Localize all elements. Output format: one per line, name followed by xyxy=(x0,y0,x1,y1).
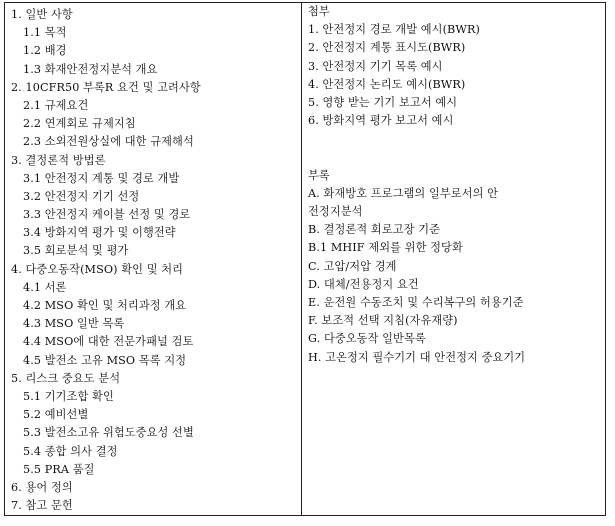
spacer xyxy=(308,149,605,167)
appendix-item: B. 결정론적 회로고장 기준 xyxy=(308,223,441,237)
toc-subsection-3-3: 3.3 안전정지 케이블 선정 및 경로 xyxy=(23,208,191,222)
toc-section-3: 3. 결정론적 방법론 xyxy=(11,153,106,167)
attachment-item: 3. 안전정지 기기 목록 예시 xyxy=(308,59,443,73)
toc-section-5: 5. 리스크 중요도 분석 xyxy=(11,371,121,385)
toc-subsection-3-1: 3.1 안전정지 계통 및 경로 개발 xyxy=(23,171,180,185)
appendix-item: F. 보조적 선택 지침(자유재량) xyxy=(308,314,458,328)
attachment-item: 1. 안전정지 경로 개발 예시(BWR) xyxy=(308,23,480,37)
toc-subsection-5-2: 5.2 예비선별 xyxy=(23,408,89,422)
appendix-item: C. 고압/저압 경계 xyxy=(308,259,397,273)
table-of-contents-column xyxy=(5,3,302,515)
toc-subsection-3-2: 3.2 안전정지 기기 선정 xyxy=(23,189,140,203)
attachment-item: 2. 안전정지 계통 표시도(BWR) xyxy=(308,41,466,55)
toc-section-6: 6. 용어 정의 xyxy=(11,480,73,494)
attachment-item: 5. 영향 받는 기기 보고서 예시 xyxy=(308,95,458,109)
toc-subsection-3-4: 3.4 방화지역 평가 및 이행전략 xyxy=(23,226,176,240)
toc-subsection-4-5: 4.5 발전소 고유 MSO 목록 지정 xyxy=(23,353,187,367)
toc-section-4: 4. 다중오동작(MSO) 확인 및 처리 xyxy=(11,262,184,276)
toc-subsection-5-5: 5.5 PRA 품질 xyxy=(23,462,95,476)
appendix-item: G. 다중오동작 일반목록 xyxy=(308,332,426,346)
contents-table xyxy=(4,2,606,516)
attachments-appendices-column xyxy=(302,3,605,515)
toc-section-2: 2. 10CFR50 부록R 요건 및 고려사항 xyxy=(11,80,201,94)
toc-subsection-4-2: 4.2 MSO 확인 및 처리과정 개요 xyxy=(23,299,187,312)
toc-subsection-1-3: 1.3 화재안전정지분석 개요 xyxy=(23,62,158,76)
toc-subsection-2-2: 2.2 연계회로 규제지침 xyxy=(23,117,136,131)
attachments-heading: 첨부 xyxy=(308,5,330,18)
toc-subsection-4-3: 4.3 MSO 일반 목록 xyxy=(23,317,125,331)
appendix-item: A. 화재방호 프로그램의 일부로서의 안 xyxy=(308,186,499,200)
appendices-heading: 부록 xyxy=(308,168,330,182)
toc-subsection-1-1: 1.1 목적 xyxy=(23,26,67,40)
toc-section-7: 7. 참고 문헌 xyxy=(11,499,73,513)
toc-subsection-1-2: 1.2 배경 xyxy=(23,44,67,58)
attachment-item: 4. 안전정지 논리도 예시(BWR) xyxy=(308,77,466,91)
toc-subsection-5-1: 5.1 기기조합 확인 xyxy=(23,389,114,403)
toc-subsection-5-4: 5.4 종합 의사 결정 xyxy=(23,444,118,458)
appendix-item: E. 운전원 수동조치 및 수리복구의 허용기준 xyxy=(308,296,524,309)
toc-subsection-3-5: 3.5 회로분석 및 평가 xyxy=(23,244,129,258)
appendix-item: B.1 MHIF 제외를 위한 정당화 xyxy=(308,241,463,255)
appendix-item: H. 고온정지 필수기기 대 안전정지 중요기기 xyxy=(308,350,526,364)
toc-section-1: 1. 일반 사항 xyxy=(11,8,73,21)
toc-subsection-2-1: 2.1 규제요건 xyxy=(23,98,89,112)
spacer xyxy=(308,130,605,148)
attachment-item: 6. 방화지역 평가 보고서 예시 xyxy=(308,114,454,128)
appendix-item-continuation: 전정지분석 xyxy=(308,205,363,219)
toc-subsection-4-1: 4.1 서론 xyxy=(23,280,67,294)
toc-subsection-4-4: 4.4 MSO에 대한 전문가패널 검토 xyxy=(23,335,194,349)
appendix-item: D. 대체/전용정지 요건 xyxy=(308,277,419,291)
toc-subsection-2-3: 2.3 소외전원상실에 대한 규제해석 xyxy=(23,135,194,149)
toc-subsection-5-3: 5.3 발전소고유 위험도중요성 선별 xyxy=(23,426,194,440)
